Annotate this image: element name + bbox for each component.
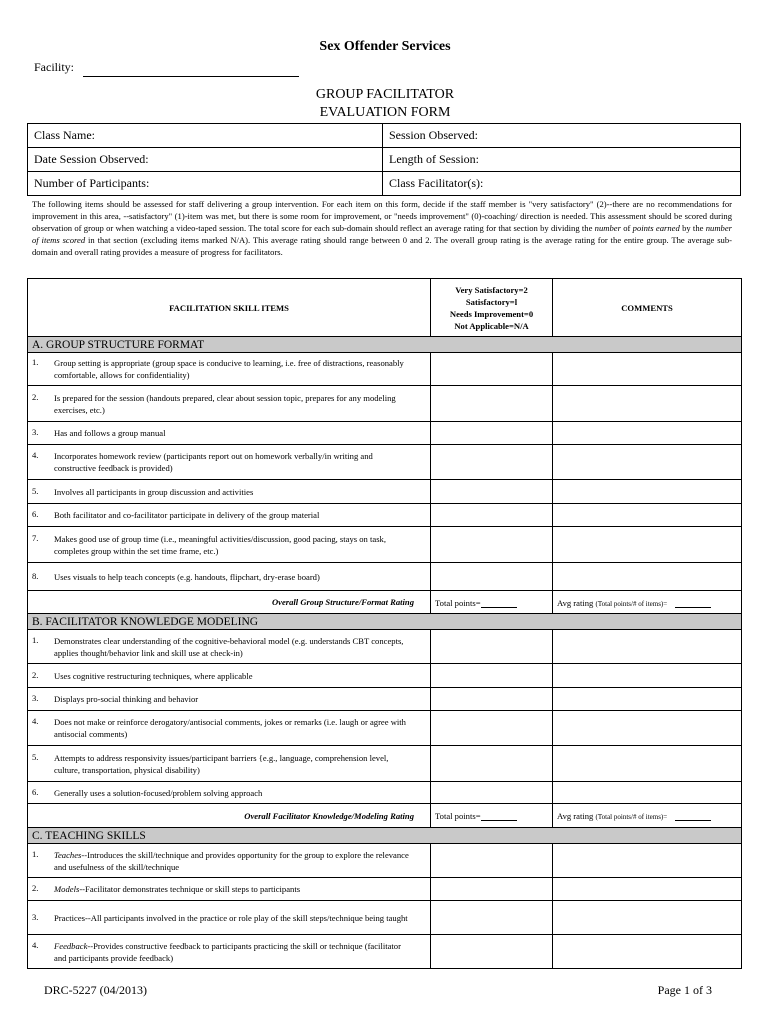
- page-title: Sex Offender Services: [319, 39, 451, 54]
- comment-cell[interactable]: [553, 782, 742, 804]
- item-number: 1.: [32, 634, 39, 645]
- item-text: Uses cognitive restructuring techniques, where applicable: [54, 670, 253, 681]
- num-participants-field[interactable]: [28, 172, 383, 196]
- overall-row: [28, 804, 742, 828]
- table-row: [28, 480, 742, 504]
- comment-cell[interactable]: [553, 878, 742, 901]
- section-title: B. FACILITATOR KNOWLEDGE MODELING: [28, 614, 742, 630]
- total-points-cell[interactable]: [431, 804, 553, 828]
- intro-emphasis: points earned: [632, 223, 680, 234]
- item-number: 7.: [32, 532, 39, 543]
- comment-cell[interactable]: [553, 688, 742, 711]
- total-points-blank[interactable]: [481, 810, 517, 821]
- rating-cell[interactable]: [431, 935, 553, 969]
- item-cell: [28, 527, 431, 563]
- item-cell: [28, 935, 431, 969]
- length-session-field[interactable]: [383, 148, 741, 172]
- item-number: 2.: [32, 669, 39, 680]
- form-title-line1: GROUP FACILITATOR: [315, 87, 455, 102]
- rating-cell[interactable]: [431, 746, 553, 782]
- comment-cell[interactable]: [553, 711, 742, 746]
- avg-rating-label: Avg rating: [557, 811, 594, 821]
- item-text: Involves all participants in group discussion and activities: [54, 486, 254, 497]
- item-text: Generally uses a solution-focused/problem solving approach: [54, 787, 263, 798]
- table-header-row: [28, 279, 742, 337]
- item-number: 4.: [32, 716, 39, 726]
- item-number: 6.: [32, 509, 39, 519]
- rating-cell[interactable]: [431, 353, 553, 386]
- comment-cell[interactable]: [553, 746, 742, 782]
- item-text: Has and follows a group manual: [54, 428, 166, 438]
- item-number: 3.: [32, 911, 39, 922]
- item-text: Makes good use of group time (i.e., meaningful activities/discussion, good pacing, stays on task, completes group within the set time frame, etc.): [54, 533, 386, 556]
- form-id: DRC-5227 (04/2013): [44, 983, 147, 997]
- intro-text: by the: [679, 223, 706, 234]
- item-text: Incorporates homework review (participants report out on homework verbally/in writing and constructive feedback is provided): [54, 451, 373, 473]
- section-c-row: [28, 828, 742, 844]
- item-body: --Provides constructive feedback to participants practicing the skill or technique (facilitator and participants provide feedback): [54, 940, 401, 963]
- avg-formula: (Total points/# of items)=: [595, 813, 668, 821]
- item-cell: [28, 844, 431, 878]
- item-lead: Models: [54, 884, 80, 894]
- intro-text: The following items should be assessed for staff delivering a group intervention. For each item on this form, decide if the staff member is "very satisfactory" (2)--there are no recommendations for improvement in this area, --satisfactory" (1)-item was met, but there is some room for improvement, or "needs improvement" (0)-coaching/ direction is needed. This assessment should be scored during observation of group or when watching a video-taped session. The total score for each sub-domain should reflect an average rating for that section by dividing the: [32, 199, 732, 234]
- table-row: [28, 782, 742, 804]
- item-text: Uses visuals to help teach concepts (e.g. handouts, flipchart, dry-erase board): [54, 571, 320, 582]
- table-row: [28, 353, 742, 386]
- rating-cell[interactable]: [431, 504, 553, 527]
- item-cell: [28, 878, 431, 901]
- avg-rating-blank[interactable]: [675, 810, 711, 821]
- comment-cell[interactable]: [553, 422, 742, 445]
- item-cell: [28, 746, 431, 782]
- table-row: [28, 746, 742, 782]
- table-row: [28, 664, 742, 688]
- rating-cell[interactable]: [431, 386, 553, 422]
- section-title: A. GROUP STRUCTURE FORMAT: [28, 337, 742, 353]
- table-row: [28, 422, 742, 445]
- date-session-label: Date Session Observed:: [34, 152, 149, 166]
- rating-cell[interactable]: [431, 563, 553, 591]
- intro-emphasis: number: [594, 223, 621, 234]
- rating-legend: Very Satisfactory=2: [455, 284, 528, 295]
- item-cell: [28, 422, 431, 445]
- table-row: [28, 527, 742, 563]
- comment-cell[interactable]: [553, 353, 742, 386]
- class-name-label: Class Name:: [34, 128, 95, 142]
- item-text: Does not make or reinforce derogatory/antisocial comments, jokes or remarks (i.e. laugh or agree with antisocial comments): [54, 717, 406, 739]
- avg-formula: (Total points/# of items)=: [595, 599, 668, 608]
- item-number: 2.: [32, 391, 39, 402]
- total-points-cell[interactable]: [431, 591, 553, 614]
- item-cell: [28, 711, 431, 746]
- comment-cell[interactable]: [553, 563, 742, 591]
- item-cell: [28, 563, 431, 591]
- item-lead: Feedback: [54, 940, 88, 951]
- rating-cell[interactable]: [431, 688, 553, 711]
- num-participants-label: Number of Participants:: [34, 176, 150, 190]
- facility-field[interactable]: [83, 62, 299, 77]
- class-facilitator-label: Class Facilitator(s):: [389, 176, 484, 190]
- total-points-label: Total points=: [435, 597, 481, 608]
- intro-text: of: [620, 223, 633, 234]
- item-number: 1.: [32, 357, 39, 367]
- section-b-row: [28, 614, 742, 630]
- comments-header: COMMENTS: [553, 279, 742, 337]
- overall-rating-label: Overall Facilitator Knowledge/Modeling Rating: [28, 804, 431, 828]
- item-text: [54, 883, 414, 895]
- comment-cell[interactable]: [553, 935, 742, 969]
- comment-cell[interactable]: [553, 504, 742, 527]
- evaluation-table: [27, 278, 742, 969]
- item-cell: [28, 664, 431, 688]
- table-row: [28, 844, 742, 878]
- comment-cell[interactable]: [553, 664, 742, 688]
- item-cell: [28, 782, 431, 804]
- length-session-label: Length of Session:: [389, 152, 479, 166]
- session-observed-label: Session Observed:: [389, 128, 478, 142]
- item-body: Practices--All participants involved in the practice or role play of the skill steps/technique being taught: [54, 912, 408, 923]
- item-body: --Facilitator demonstrates technique or skill steps to participants: [79, 884, 301, 894]
- rating-cell[interactable]: [431, 445, 553, 480]
- rating-cell[interactable]: [431, 527, 553, 563]
- item-cell: [28, 445, 431, 480]
- rating-cell[interactable]: [431, 901, 553, 935]
- class-name-field[interactable]: [28, 124, 383, 148]
- item-number: 3.: [32, 427, 39, 437]
- item-cell: [28, 480, 431, 504]
- comment-cell[interactable]: [553, 630, 742, 664]
- facility-label: Facility:: [34, 60, 74, 74]
- rating-cell[interactable]: [431, 664, 553, 688]
- item-cell: [28, 386, 431, 422]
- form-title-line2: EVALUATION FORM: [319, 105, 451, 120]
- item-number: 3.: [32, 693, 39, 703]
- avg-rating-label: Avg rating: [557, 597, 594, 608]
- intro-text: in that section (excluding items marked N/A). This average rating should range between 0 and 2. The overall group rating is the average rating for the entire group. The average sub-domain and overall rating provides a measure of progress for facilitators.: [32, 235, 732, 258]
- item-number: 6.: [32, 786, 39, 797]
- item-number: 4.: [32, 450, 39, 460]
- page-number: Page 1 of 3: [657, 983, 712, 997]
- item-text: Demonstrates clear understanding of the cognitive-behavioral model (e.g. understands CBT concepts, applies thought/behavior link and skill use at check-in): [54, 635, 404, 658]
- rating-cell[interactable]: [431, 630, 553, 664]
- table-row: [28, 386, 742, 422]
- item-number: 5.: [32, 485, 39, 496]
- item-text: Both facilitator and co-facilitator participate in delivery of the group material: [54, 510, 320, 520]
- item-cell: [28, 688, 431, 711]
- form-title: [0, 86, 770, 122]
- comment-cell[interactable]: [553, 844, 742, 878]
- rating-cell[interactable]: [431, 711, 553, 746]
- item-number: 8.: [32, 570, 39, 581]
- item-cell: [28, 504, 431, 527]
- rating-cell[interactable]: [431, 422, 553, 445]
- rating-legend: Not Applicable=N/A: [454, 320, 529, 331]
- table-row: [28, 901, 742, 935]
- overall-row: [28, 591, 742, 614]
- rating-cell[interactable]: [431, 878, 553, 901]
- rating-legend: Needs Improvement=0: [449, 308, 534, 319]
- table-row: [28, 504, 742, 527]
- item-number: 1.: [32, 848, 39, 859]
- item-number: 2.: [32, 883, 39, 893]
- item-number: 5.: [32, 751, 39, 762]
- item-text: Displays pro-social thinking and behavior: [54, 694, 199, 704]
- table-row: [28, 711, 742, 746]
- class-facilitator-field[interactable]: [383, 172, 741, 196]
- item-cell: [28, 901, 431, 935]
- item-text: [54, 912, 414, 924]
- item-body: --Introduces the skill/technique and provides opportunity for the group to explore the relevance and usefulness of the skill/technique: [54, 849, 409, 872]
- comment-cell[interactable]: [553, 386, 742, 422]
- item-number: 4.: [32, 939, 39, 950]
- item-lead: Teaches: [54, 849, 82, 860]
- table-row: [28, 935, 742, 969]
- rating-header: [431, 279, 553, 337]
- avg-rating-cell[interactable]: [553, 591, 742, 614]
- comment-cell[interactable]: [553, 445, 742, 480]
- overall-rating-label: Overall Group Structure/Format Rating: [28, 591, 431, 614]
- date-session-field[interactable]: [28, 148, 383, 172]
- item-text: Attempts to address responsivity issues/participant barriers {e.g., language, comprehension level, culture, transportation, physical disability): [54, 752, 389, 775]
- item-text: [54, 849, 414, 873]
- avg-rating-cell[interactable]: [553, 804, 742, 828]
- item-text: [54, 940, 414, 964]
- rating-legend: Satisfactory=l: [465, 296, 518, 307]
- rating-cell[interactable]: [431, 782, 553, 804]
- comment-cell[interactable]: [553, 480, 742, 504]
- section-title: C. TEACHING SKILLS: [28, 828, 742, 844]
- rating-cell[interactable]: [431, 844, 553, 878]
- total-points-label: Total points=: [435, 811, 481, 821]
- item-cell: [28, 353, 431, 386]
- session-info-table: [27, 123, 741, 196]
- item-text: Group setting is appropriate (group space is conducive to learning, i.e. free of distractions, reasonably comfortable, allows for confidentiality): [54, 358, 404, 380]
- rating-cell[interactable]: [431, 480, 553, 504]
- comment-cell[interactable]: [553, 901, 742, 935]
- item-cell: [28, 630, 431, 664]
- total-points-blank[interactable]: [481, 597, 517, 608]
- session-observed-field[interactable]: [383, 124, 741, 148]
- section-a-row: [28, 337, 742, 353]
- table-row: [28, 688, 742, 711]
- table-row: [28, 630, 742, 664]
- table-row: [28, 563, 742, 591]
- instructions-paragraph: [32, 198, 732, 258]
- table-row: [28, 878, 742, 901]
- table-row: [28, 445, 742, 480]
- avg-rating-blank[interactable]: [675, 597, 711, 608]
- intro-emphasis: number of items scored: [32, 223, 732, 246]
- item-text: Is prepared for the session (handouts prepared, clear about session topic, prepares for any modeling exercises, etc.): [54, 392, 396, 415]
- comment-cell[interactable]: [553, 527, 742, 563]
- items-header: FACILITATION SKILL ITEMS: [28, 279, 431, 337]
